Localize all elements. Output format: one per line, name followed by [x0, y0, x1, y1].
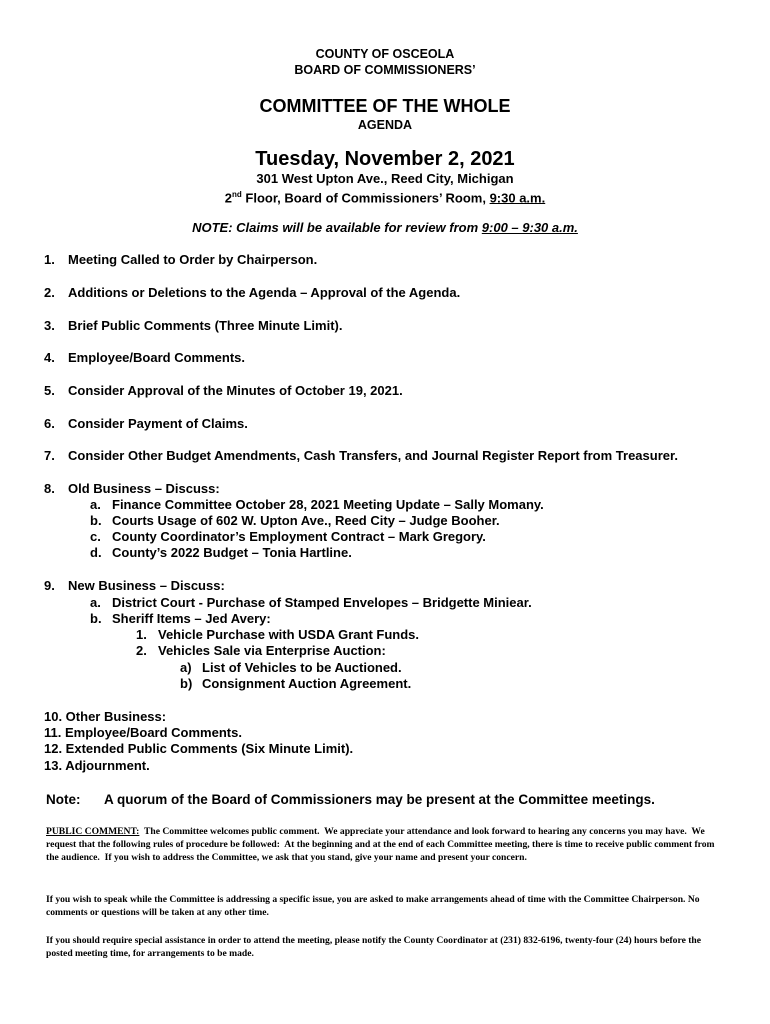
agenda-item-4: 4. Employee/Board Comments.: [44, 350, 245, 365]
page-subtitle: AGENDA: [357, 118, 413, 132]
board-name: BOARD OF COMMISSIONERS’: [294, 63, 476, 77]
sheriff-item-1: 1. Vehicle Purchase with USDA Grant Funds.: [136, 627, 420, 642]
agenda-item-7: 7. Consider Other Budget Amendments, Cash Transfers, and Journal Register Report from Treasurer.: [44, 448, 678, 463]
new-business-b: b. Sheriff Items – Jed Avery:: [90, 611, 271, 626]
address-line: 301 West Upton Ave., Reed City, Michigan: [256, 171, 514, 186]
sheriff-item-2: 2. Vehicles Sale via Enterprise Auction:: [136, 643, 386, 658]
auction-item-a: a) List of Vehicles to be Auctioned.: [180, 660, 402, 675]
public-comment-heading: PUBLIC COMMENT:: [46, 826, 140, 837]
old-business-c: c. County Coordinator’s Employment Contract – Mark Gregory.: [90, 529, 486, 544]
header-block: [0, 46, 770, 78]
meeting-time: 9:30 a.m.: [489, 190, 546, 206]
agenda-item-8: 8. Old Business – Discuss:: [44, 481, 220, 496]
agenda-item-5: 5. Consider Approval of the Minutes of October 19, 2021.: [44, 383, 403, 398]
quorum-note-label: Note:: [46, 792, 81, 807]
agenda-item-2: 2. Additions or Deletions to the Agenda – Approval of the Agenda.: [44, 285, 461, 300]
agenda-item-10: 10. Other Business:: [44, 709, 167, 724]
page-title: COMMITTEE OF THE WHOLE: [259, 96, 511, 116]
agenda-item-9: 9. New Business – Discuss:: [44, 578, 225, 593]
agenda-item-13: 13. Adjournment.: [44, 758, 150, 773]
agenda-item-12: 12. Extended Public Comments (Six Minute Limit).: [44, 741, 354, 756]
claims-note: NOTE: Claims will be available for review from 9:00 – 9:30 a.m.: [192, 220, 578, 235]
quorum-note: [46, 791, 655, 808]
agenda-item-1: 1. Meeting Called to Order by Chairperson.: [44, 252, 318, 267]
auction-item-b: b) Consignment Auction Agreement.: [180, 676, 412, 691]
meeting-date: Tuesday, November 2, 2021: [255, 148, 515, 170]
old-business-a: a. Finance Committee October 28, 2021 Meeting Update – Sally Momany.: [90, 497, 544, 512]
assistance-note-paragraph: If you should require special assistance in order to attend the meeting, please notify the County Coordinator at (231) 832-6196, twenty-four (24) hours before the posted meeting time, for arrangements to be made.: [46, 935, 702, 959]
old-business-d: d. County’s 2022 Budget – Tonia Hartline.: [90, 545, 352, 560]
quorum-note-text: A quorum of the Board of Commissioners may be present at the Committee meetings.: [104, 792, 655, 807]
room-line: 2nd Floor, Board of Commissioners’ Room, 9:30 a.m.: [224, 190, 546, 206]
county-name: COUNTY OF OSCEOLA: [315, 47, 455, 61]
old-business-b: b. Courts Usage of 602 W. Upton Ave., Reed City – Judge Booher.: [90, 513, 500, 528]
public-comment-paragraph: PUBLIC COMMENT: The Committee welcomes public comment. We appreciate your attendance and look forward to hearing any concerns you may have. We request that the following rules of procedure be followed: At the beginning and at the end of each Committee meeting, there is time to receive public comment from the audience. If you wish to address the Committee, we ask that you stand, give your name and present your concern.: [46, 826, 717, 863]
agenda-item-3: 3. Brief Public Comments (Three Minute Limit).: [44, 318, 343, 333]
claims-time: 9:00 – 9:30 a.m.: [481, 220, 578, 235]
new-business-a: a. District Court - Purchase of Stamped Envelopes – Bridgette Miniear.: [90, 595, 532, 610]
speak-note-paragraph: If you wish to speak while the Committee is addressing a specific issue, you are asked to make arrangements ahead of time with the Committee Chairperson. No comments or questions will be taken at any other time.: [46, 894, 700, 918]
agenda-item-6: 6. Consider Payment of Claims.: [44, 416, 248, 431]
meeting-location: [0, 171, 770, 206]
agenda-item-11: 11. Employee/Board Comments.: [44, 725, 242, 740]
